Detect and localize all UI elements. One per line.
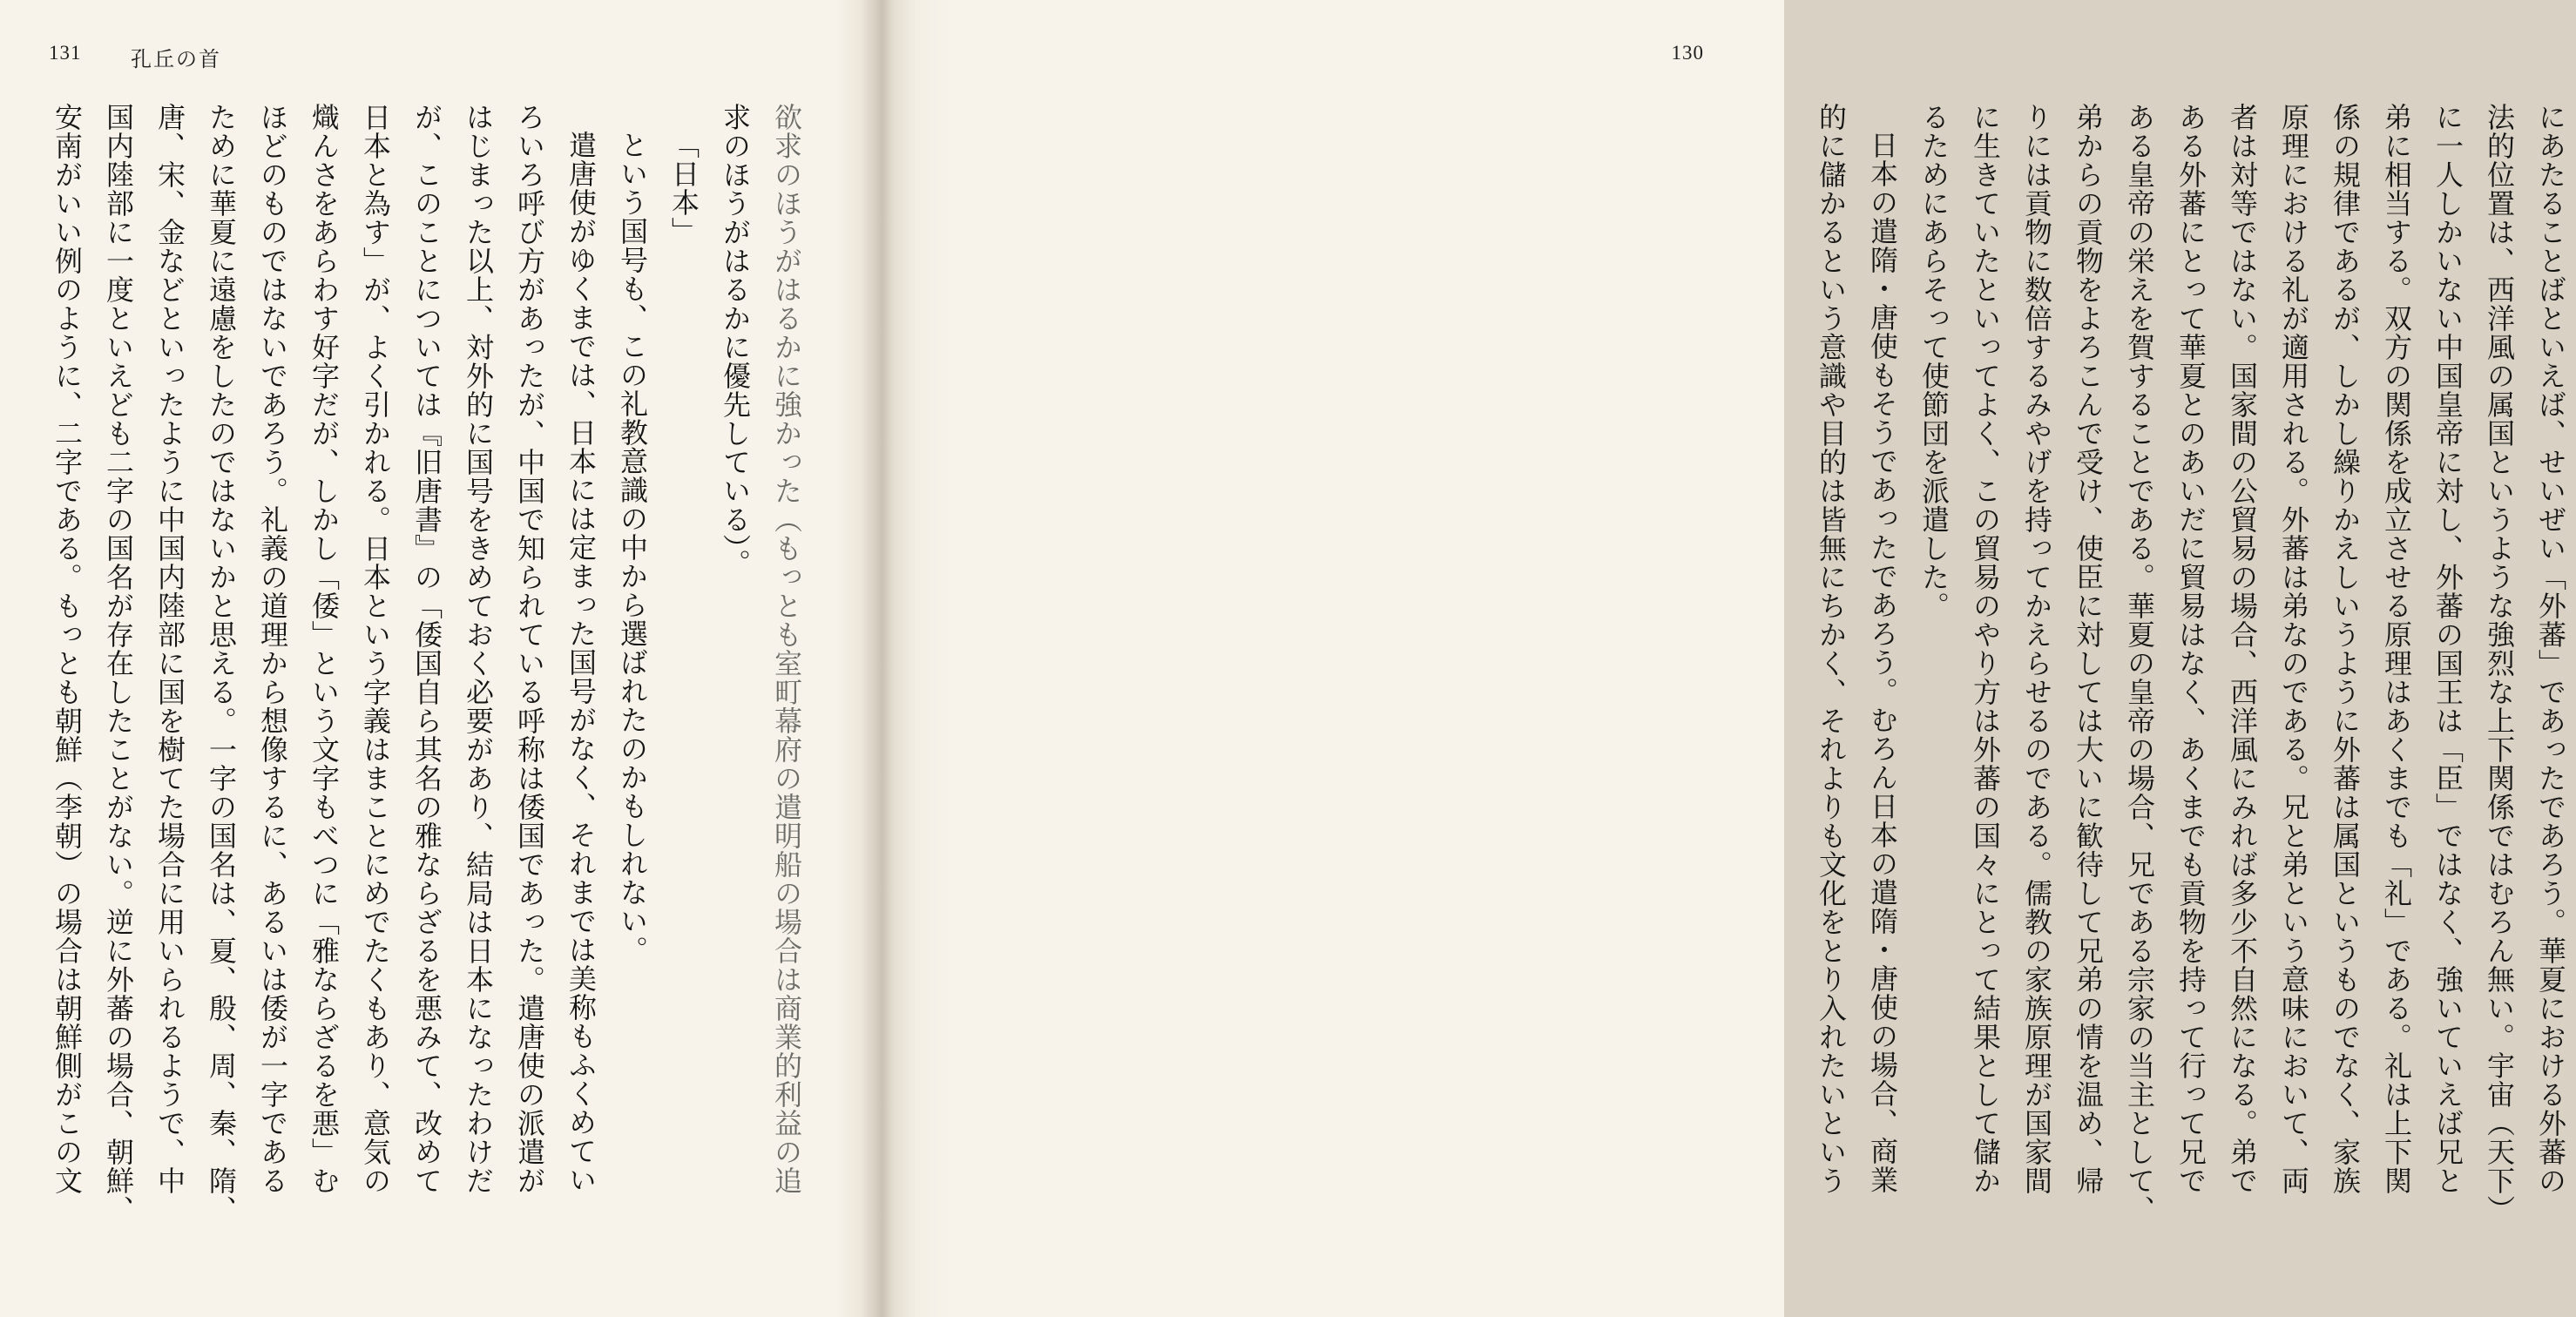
right-page-text xyxy=(1815,103,2576,1296)
page-number-right: 130 xyxy=(1671,42,1704,64)
text-line: が、このことについては『旧唐書』の「倭国自ら其名の雅ならざるを悪みて、改めて xyxy=(410,103,443,1195)
text-line: るためにあらそって使節団を派遣した。 xyxy=(1917,103,1951,620)
text-line: 「日本」 xyxy=(667,131,700,246)
text-line: 安南がいい例のように、二字である。もっとも朝鮮（李朝）の場合は朝鮮側がこの文 xyxy=(51,103,84,1195)
text-line: 弟からの貢物をよろこんで受け、使臣に対しては大いに歓待して兄弟の情を温め、帰 xyxy=(2072,103,2105,1195)
text-line: 求のほうがはるかに優先している）。 xyxy=(719,103,752,577)
text-line: ある外蕃にとって華夏とのあいだに貿易はなく、あくまでも貢物を持って行って兄で xyxy=(2174,103,2208,1195)
text-line: 遣唐使がゆくまでは、日本には定まった国号がなく、それまでは美称もふくめてい xyxy=(565,131,598,1194)
text-line: 法的位置は、西洋風の属国というような強烈な上下関係ではむろん無い。宇宙（天下） xyxy=(2483,103,2516,1224)
text-line: に一人しかいない中国皇帝に対し、外蕃の国王は「臣」ではなく、強いていえば兄と xyxy=(2431,103,2464,1195)
text-line: 唐、宋、金などといったように中国内陸部に国を樹てた場合に用いられるようで、中 xyxy=(153,103,186,1195)
text-line: ほどのものではないであろう。礼義の道理から想像するに、あるいは倭が一字である xyxy=(256,103,289,1195)
page-number-left: 131 xyxy=(49,42,82,64)
gutter-shadow xyxy=(836,0,882,1317)
text-line: 熾んさをあらわす好字だが、しかし「倭」という文字もべつに「雅ならざるを悪」む xyxy=(308,103,341,1195)
text-line: 係の規律であるが、しかし繰りかえしいうように外蕃は属国というものでなく、家族 xyxy=(2329,103,2362,1195)
text-line: 的に儲かるという意識や目的は皆無にちかく、それよりも文化をとり入れたいという xyxy=(1815,103,1848,1195)
left-page xyxy=(0,0,882,1317)
text-line: に生きていたといってよく、この貿易のやり方は外蕃の国々にとって結果として儲か xyxy=(1969,103,2002,1195)
text-line: 弟に相当する。双方の関係を成立させる原理はあくまでも「礼」である。礼は上下関 xyxy=(2380,103,2413,1195)
left-page-text xyxy=(45,103,812,1296)
text-line: にあたることばといえば、せいぜい「外蕃」であったであろう。華夏における外蕃の xyxy=(2534,103,2567,1195)
right-page xyxy=(882,0,2567,1317)
text-line: 日本の遣隋・唐使もそうであったであろう。むろん日本の遣隋・唐使の場合、商業 xyxy=(1866,131,1899,1194)
text-line: ある皇帝の栄えを賀することである。華夏の皇帝の場合、兄である宗家の当主として、 xyxy=(2123,103,2156,1224)
running-head: 孔丘の首 xyxy=(131,47,221,71)
text-line: という国号も、この礼教意識の中から選ばれたのかもしれない。 xyxy=(616,131,649,964)
text-line: ろいろ呼び方があったが、中国で知られている呼称は倭国であった。遣唐使の派遣が xyxy=(513,103,546,1195)
text-line: はじまった以上、対外的に国号をきめておく必要があり、結局は日本になったわけだ xyxy=(462,103,495,1195)
text-line: 日本と為す」が、よく引かれる。日本という字義はまことにめでたくもあり、意気の xyxy=(359,103,392,1195)
text-line: ために華夏に遠慮をしたのではないかと思える。一字の国名は、夏、殷、周、秦、隋、 xyxy=(205,103,238,1224)
text-line: 者は対等ではない。国家間の公貿易の場合、西洋風にみれば多少不自然になる。弟で xyxy=(2226,103,2259,1195)
text-line: 国内陸部に一度といえども二字の国名が存在したことがない。逆に外蕃の場合、朝鮮、 xyxy=(102,103,135,1224)
text-line: りには貢物に数倍するみやげを持ってかえらせるのである。儒教の家族原理が国家間 xyxy=(2020,103,2053,1195)
text-line: 原理における礼が適用される。外蕃は弟なのである。兄と弟という意味において、両 xyxy=(2277,103,2310,1195)
text-line: 欲求のほうがはるかに強かった（もっとも室町幕府の遣明船の場合は商業的利益の追 xyxy=(770,103,803,1195)
